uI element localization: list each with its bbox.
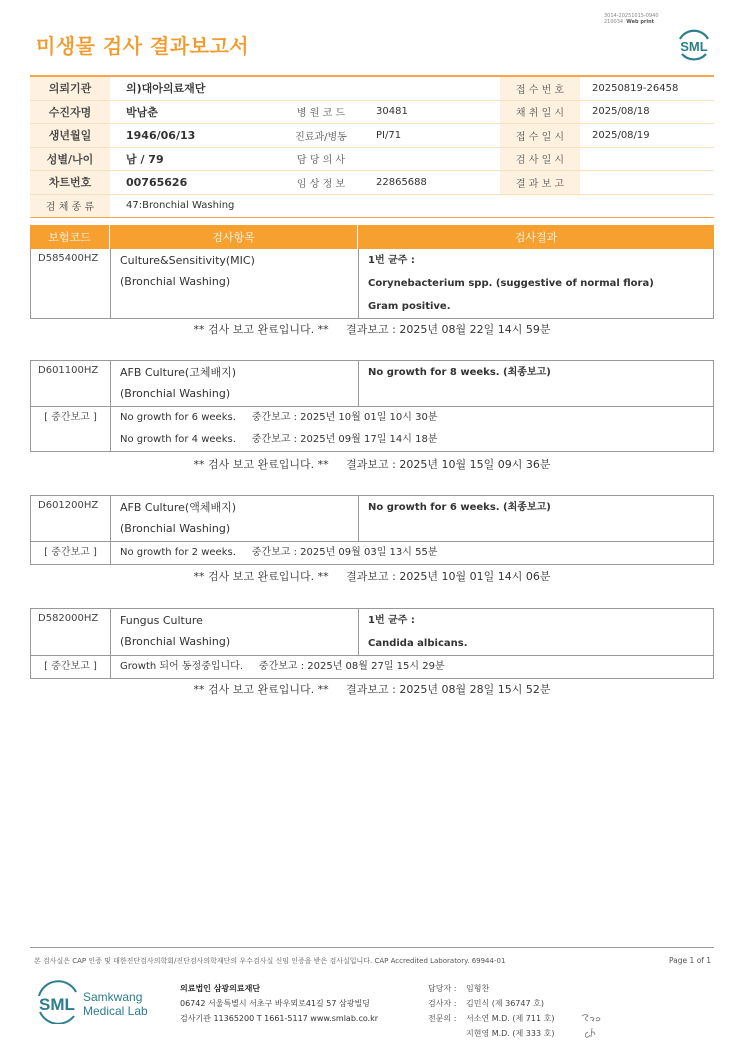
info-label: 병 원 코 드 [296, 108, 346, 120]
info-label [282, 77, 360, 100]
org-address: 06742 서울특별시 서초구 바우뫼로41길 57 삼광빌딩 [180, 999, 370, 1008]
patient-info-row [30, 101, 714, 125]
staff-role [428, 1026, 466, 1041]
test-result-line: Gram positive. [368, 301, 451, 312]
interim-entry: Growth 되어 동정중입니다. 중간보고 : 2025년 08월 27일 15시 29분 [120, 661, 445, 672]
staff-name: 지현영 M.D. (제 333 호) [466, 1029, 555, 1038]
samkwang-logo-mark: SML [39, 995, 75, 1014]
info-value [360, 148, 500, 171]
test-item [110, 496, 358, 541]
interim-entry: No growth for 4 weeks. 중간보고 : 2025년 09월 17일 14시 18분 [120, 434, 438, 445]
test-item-line: (Bronchial Washing) [120, 275, 231, 288]
staff-row [428, 996, 554, 1011]
interim-label: [ 중간보고 ] [44, 661, 97, 672]
info-value [580, 171, 714, 194]
specimen-label: 검 체 종 류 [30, 195, 110, 218]
test-code: D582000HZ [38, 613, 99, 624]
page-number: Page 1 of 1 [669, 956, 712, 965]
interim-report-row [31, 406, 713, 451]
result-main-row [31, 609, 713, 655]
info-label: 접 수 번 호 [500, 77, 580, 100]
test-result-line: Candida albicans. [368, 638, 468, 649]
test-item-line: AFB Culture(고체배지) [120, 366, 237, 379]
info-label: 접 수 일 시 [500, 124, 580, 147]
test-item [110, 249, 358, 318]
interim-entries [110, 542, 713, 564]
info-label: 생년월일 [30, 124, 110, 147]
interim-entries [110, 407, 713, 451]
staff-name: 김민식 (제 36747 호) [466, 999, 544, 1008]
result-main-row [31, 249, 713, 318]
test-result [358, 361, 713, 406]
samkwang-logo-icon [36, 980, 156, 1024]
result-block [30, 249, 714, 319]
info-label: 결 과 보 고 [500, 171, 580, 194]
interim-report-row [31, 541, 713, 564]
result-main-row [31, 496, 713, 541]
patient-info-row [30, 171, 714, 195]
interim-report-row [31, 655, 713, 678]
info-label: 성별/나이 [30, 148, 110, 171]
test-code: D601200HZ [38, 500, 99, 511]
info-label: 의뢰기관 [30, 77, 110, 100]
test-item-line: (Bronchial Washing) [120, 635, 231, 648]
samkwang-logo-name-2: Medical Lab [83, 1004, 148, 1018]
info-label: 채 취 일 시 [500, 101, 580, 124]
info-value: 박남춘 [126, 105, 158, 119]
interim-entry: No growth for 2 weeks. 중간보고 : 2025년 09월 03일 13시 55분 [120, 547, 438, 558]
test-result [358, 496, 713, 541]
interim-entry: No growth for 6 weeks. 중간보고 : 2025년 10월 01일 10시 30분 [120, 412, 438, 423]
report-complete-line: ** 검사 보고 완료입니다. ** 결과보고 : 2025년 10월 15일 09시 36분 [193, 458, 551, 471]
interim-label: [ 중간보고 ] [44, 547, 97, 558]
staff-role: 담당자 : [428, 984, 457, 993]
staff-row [428, 981, 554, 996]
info-value: 30481 [376, 106, 408, 118]
test-item-line: (Bronchial Washing) [120, 522, 231, 535]
stamp-line-1: 3014-20251015-0940 [604, 13, 659, 19]
stamp-label: Web print [626, 19, 655, 25]
info-value: 남 / 79 [126, 152, 164, 166]
info-value: PI/71 [376, 129, 402, 141]
info-label: 수진자명 [30, 101, 110, 124]
info-label: 검 사 일 시 [500, 148, 580, 171]
staff-name: 임형찬 [466, 984, 490, 993]
header-item: 검사항목 [110, 225, 358, 249]
test-item [110, 361, 358, 406]
test-result-line: No growth for 8 weeks. (최종보고) [368, 367, 551, 378]
test-result-line: No growth for 6 weeks. (최종보고) [368, 502, 551, 513]
patient-info-row [30, 148, 714, 172]
info-value: 00765626 [126, 175, 188, 189]
specimen-row [30, 195, 714, 219]
result-block [30, 495, 714, 565]
report-complete-line: ** 검사 보고 완료입니다. ** 결과보고 : 2025년 08월 22일 14시 59분 [193, 323, 551, 336]
report-complete-line: ** 검사 보고 완료입니다. ** 결과보고 : 2025년 08월 28일 15시 52분 [193, 683, 551, 696]
footer-divider [30, 947, 714, 948]
interim-entries [110, 656, 713, 678]
results-header [30, 225, 714, 249]
stamp-line-2 [604, 19, 659, 25]
specimen-value: 47:Bronchial Washing [126, 200, 235, 212]
info-value: 2025/08/18 [592, 106, 650, 118]
print-stamp [604, 13, 659, 25]
staff-role: 전문의 : [428, 1014, 457, 1023]
patient-info-table [30, 75, 714, 218]
patient-info-row [30, 124, 714, 148]
info-value: 1946/06/13 [126, 128, 196, 142]
info-label: 임 상 정 보 [296, 178, 346, 190]
info-value: 20250819-26458 [592, 82, 679, 94]
samkwang-logo-name-1: Samkwang [83, 990, 143, 1004]
result-block [30, 360, 714, 452]
info-label: 차트번호 [30, 171, 110, 194]
staff-name: 서소연 M.D. (제 711 호) [466, 1014, 555, 1023]
test-result-line: Corynebacterium spp. (suggestive of normal flora) [368, 278, 654, 289]
test-item-line: (Bronchial Washing) [120, 387, 231, 400]
info-label: 진료과/병동 [295, 131, 347, 143]
test-result [358, 609, 713, 655]
staff-role: 검사자 : [428, 999, 457, 1008]
info-value [360, 77, 500, 100]
org-name: 의료법인 삼광의료재단 [180, 984, 261, 993]
interim-label: [ 중간보고 ] [44, 412, 97, 423]
info-value: 22865688 [376, 176, 427, 188]
sml-logo-icon [674, 24, 714, 64]
header-result: 검사결과 [514, 231, 558, 244]
report-title: 미생물 검사 결과보고서 [36, 34, 250, 58]
info-value: 의)대아의료재단 [126, 82, 206, 96]
footer-staff [428, 981, 554, 1041]
info-label: 담 당 의 사 [296, 155, 346, 167]
test-item-line: AFB Culture(액체배지) [120, 501, 237, 514]
info-value: 2025/08/19 [592, 129, 650, 141]
test-item-line: Culture&Sensitivity(MIC) [120, 254, 255, 267]
test-item [110, 609, 358, 655]
test-code: D585400HZ [38, 253, 99, 264]
staff-row [428, 1011, 554, 1026]
test-item-line: Fungus Culture [120, 614, 203, 627]
staff-row [428, 1026, 554, 1041]
header-code: 보험코드 [30, 225, 110, 249]
test-code: D601100HZ [38, 365, 99, 376]
patient-info-row [30, 77, 714, 101]
test-result-line: 1번 균주 : [368, 615, 415, 626]
result-block [30, 608, 714, 679]
info-value [580, 148, 714, 171]
org-contact: 검사기관 11365200 T 1661-5117 www.smlab.co.kr [180, 1014, 379, 1023]
footer-accreditation-note: 본 검사실은 CAP 인증 및 대한진단검사의학회/진단검사의학재단의 우수검사실 신임 인증을 받은 검사실입니다. CAP Accredited Laboratory. 69944-01 [34, 957, 506, 965]
test-result-line: 1번 균주 : [368, 255, 415, 266]
report-complete-line: ** 검사 보고 완료입니다. ** 결과보고 : 2025년 10월 01일 14시 06분 [193, 570, 551, 583]
footer-organization [180, 981, 378, 1026]
stamp-code: 210034 [604, 19, 624, 25]
result-main-row [31, 361, 713, 406]
test-result [358, 249, 713, 318]
handwritten-signature [578, 1010, 608, 1040]
sml-logo-text: SML [680, 39, 708, 54]
